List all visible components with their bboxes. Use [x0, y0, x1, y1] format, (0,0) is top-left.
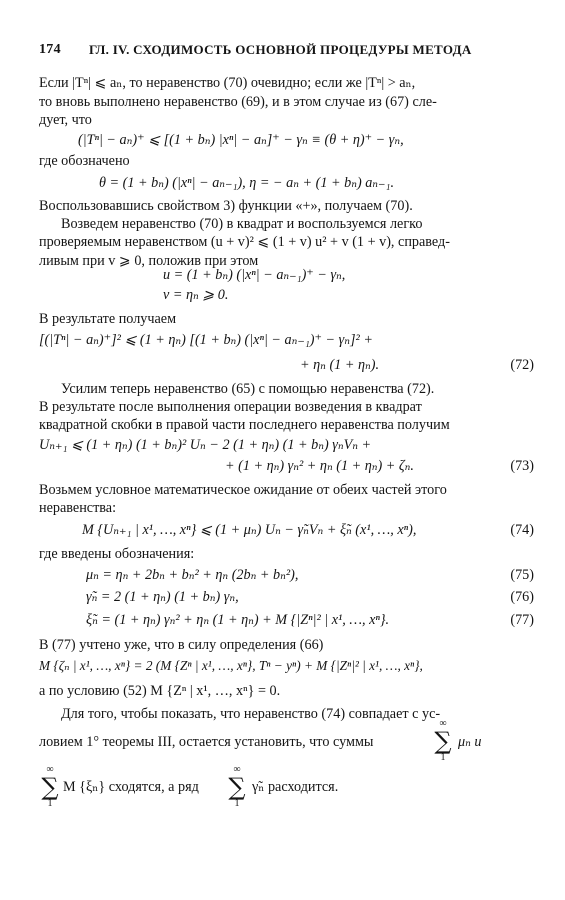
equation-number: (74) [510, 522, 534, 538]
text-line: В результате после выполнения операции возведения в квадрат [39, 399, 422, 415]
text-line: квадратной скобки в правой части последнего неравенства получим [39, 417, 450, 433]
text-line: Воспользовавшись свойством 3) функции «+», получаем (70). [39, 198, 413, 214]
formula-line: μₙ = ηₙ + 2bₙ + bₙ² + ηₙ (2bₙ + bₙ²), [86, 567, 299, 583]
text-line: неравенства: [39, 500, 117, 516]
formula-line: θ = (1 + bₙ) (|xⁿ| − aₙ₋₁), η = − aₙ + (1 + bₙ) aₙ₋₁. [99, 175, 395, 191]
text-line: γ̃ₙ расходится. [252, 779, 339, 795]
text-line: μₙ и [458, 734, 482, 750]
running-title: ГЛ. IV. СХОДИМОСТЬ ОСНОВНОЙ ПРОЦЕДУРЫ МЕТОДА [89, 42, 472, 57]
equation-number: (75) [510, 567, 534, 583]
text-line: ловием 1° теоремы III, остается установить, что суммы [39, 734, 374, 750]
text-line: Усилим теперь неравенство (65) с помощью неравенства (72). [61, 381, 435, 397]
text-line: где введены обозначения: [39, 546, 195, 562]
equation-number: (77) [510, 612, 534, 628]
text-line: то вновь выполнено неравенство (69), и в этом случае из (67) сле- [39, 94, 437, 110]
formula-line: [(|Tⁿ| − aₙ)⁺]² ⩽ (1 + ηₙ) [(1 + bₙ) (|xⁿ| − aₙ₋₁)⁺ − γₙ]² + [39, 332, 373, 348]
formula-line: M {Uₙ₊₁ | x¹, …, xⁿ} ⩽ (1 + μₙ) Uₙ − γ̃ₙVₙ + ξ̃ₙ (x¹, …, xⁿ), [82, 522, 417, 538]
text-line: M {ξₙ} сходятся, а ряд [63, 779, 199, 795]
formula-line: u = (1 + bₙ) (|xⁿ| − aₙ₋₁)⁺ − γₙ, [163, 267, 346, 283]
formula-line: (|Tⁿ| − aₙ)⁺ ⩽ [(1 + bₙ) |xⁿ| − aₙ]⁺ − γₙ ≡ (θ + η)⁺ − γₙ, [78, 132, 404, 148]
text-line: Возведем неравенство (70) в квадрат и воспользуемся легко [61, 216, 423, 232]
formula-line: + (1 + ηₙ) γₙ² + ηₙ (1 + ηₙ) + ζₙ. [225, 458, 414, 474]
text-line: Для того, чтобы показать, что неравенство (74) совпадает с ус- [61, 706, 441, 722]
equation-number: (76) [510, 589, 534, 605]
equation-number: (72) [510, 357, 534, 373]
sum-symbol: ∞ ∑ 1 [228, 764, 246, 809]
text-line: Если |Tⁿ| ⩽ aₙ, то неравенство (70) очевидно; если же |Tⁿ| > aₙ, [39, 75, 416, 91]
text-line: а по условию (52) M {Zⁿ | x¹, …, xⁿ} = 0. [39, 683, 281, 699]
sum-symbol: ∞ ∑ 1 [41, 764, 59, 809]
formula-line: ξ̃ₙ = (1 + ηₙ) γₙ² + ηₙ (1 + ηₙ) + M {|Zⁿ|² | x¹, …, xⁿ}. [86, 612, 390, 628]
text-line: проверяемым неравенством (u + v)² ⩽ (1 + v) u² + v (1 + v), справед- [39, 234, 450, 250]
formula-line: + ηₙ (1 + ηₙ). [300, 357, 380, 373]
sum-symbol: ∞ ∑ 1 [434, 718, 452, 763]
text-line: Возьмем условное математическое ожидание от обеих частей этого [39, 482, 447, 498]
formula-line: M {ζₙ | x¹, …, xⁿ} = 2 (M {Zⁿ | x¹, …, xⁿ}, Tⁿ − yⁿ) + M {|Zⁿ|² | x¹, …, xⁿ}, [39, 658, 423, 673]
text-line: В (77) учтено уже, что в силу определения (66) [39, 637, 324, 653]
equation-number: (73) [510, 458, 534, 474]
page-number: 174 [39, 42, 61, 57]
text-line: ливым при v ⩾ 0, положив при этом [39, 253, 259, 269]
formula-line: γ̃ₙ = 2 (1 + ηₙ) (1 + bₙ) γₙ, [86, 589, 239, 605]
text-line: В результате получаем [39, 311, 177, 327]
text-line: где обозначено [39, 153, 130, 169]
formula-line: Uₙ₊₁ ⩽ (1 + ηₙ) (1 + bₙ)² Uₙ − 2 (1 + ηₙ) (1 + bₙ) γₙVₙ + [39, 437, 372, 453]
text-line: дует, что [39, 112, 92, 128]
formula-line: v = ηₙ ⩾ 0. [163, 287, 229, 303]
